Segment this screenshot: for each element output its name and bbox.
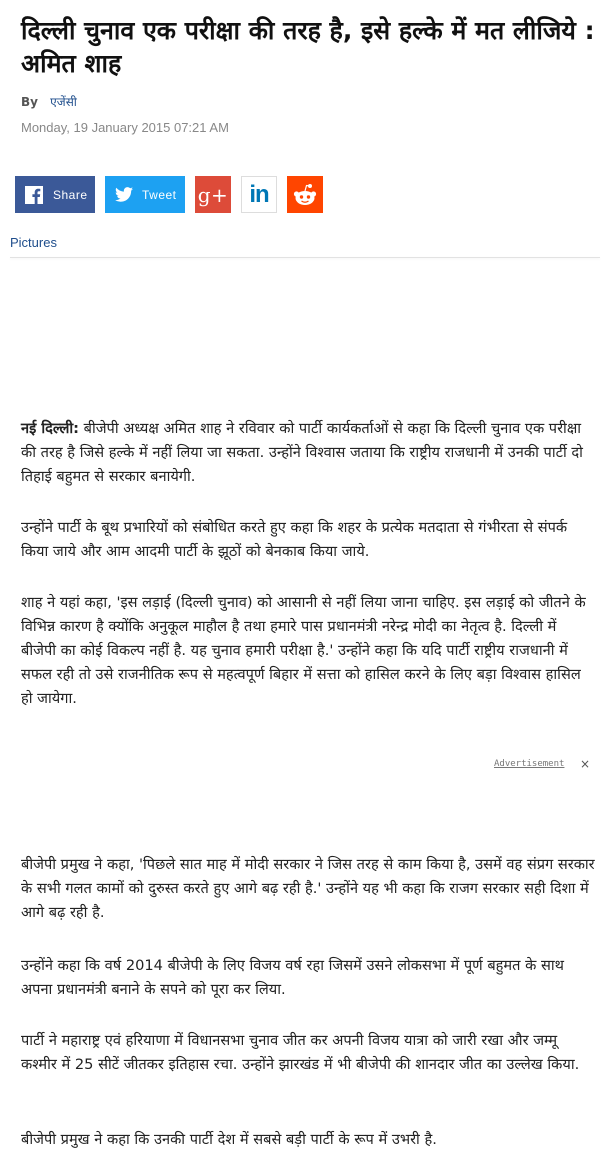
ad-close-icon[interactable]: × [580, 757, 591, 771]
article-paragraph-6: पार्टी ने महाराष्ट्र एवं हरियाणा में विधानसभा चुनाव जीत कर अपनी विजय यात्रा को जारी रखा और जम्मू कश्मीर में 25 सीटें जीतकर इतिहास रचा. उन्होंने झारखंड में भी बीजेपी की शानदार जीत का उल्लेख किया. [21, 1032, 580, 1073]
linkedin-icon: in [249, 180, 269, 208]
twitter-tweet-label: Tweet [142, 187, 177, 202]
article-paragraph-2: उन्होंने पार्टी के बूथ प्रभारियों को संबोधित करते हुए कहा कि शहर के प्रत्येक मतदाता से गंभीरता से संपर्क किया जाये और आम आदमी पार्टी के झूठों को बेनकाब किया जाये. [21, 519, 568, 560]
author-link[interactable]: एजेंसी [50, 95, 77, 109]
article-paragraph-7: बीजेपी प्रमुख ने कहा कि उनकी पार्टी देश में सबसे बड़ी पार्टी के रूप में उभरी है. [21, 1131, 437, 1148]
byline [21, 93, 77, 110]
article-paragraph-5: उन्होंने कहा कि वर्ष 2014 बीजेपी के लिए विजय वर्ष रहा जिसमें उसने लोकसभा में पूर्ण बहुमत के साथ अपना प्रधानमंत्री बनाने के सपने को पूरा कर लिया. [21, 957, 564, 998]
by-label: By [21, 95, 38, 109]
advertisement-label[interactable]: Advertisement [494, 759, 565, 769]
googleplus-share-button[interactable] [195, 176, 231, 213]
googleplus-icon: g+ [197, 182, 229, 207]
facebook-icon [25, 186, 43, 204]
paragraph-1-text: बीजेपी अध्यक्ष अमित शाह ने रविवार को पार्टी कार्यकर्ताओं से कहा कि दिल्ली चुनाव एक परीक्षा की तरह है जिसे हल्के में नहीं लिया जा सकता. उन्होंने विश्वास जताया कि राष्ट्रीय राजधानी में उनकी पार्टी दो तिहाई बहुमत से सरकार बनायेगी. [21, 420, 583, 485]
article-paragraph-4: बीजेपी प्रमुख ने कहा, 'पिछले सात माह में मोदी सरकार ने जिस तरह से काम किया है, उसमें वह संप्रग सरकार के सभी गलत कामों को दुरुस्त करते हुए आगे बढ़ रही है.' उन्होंने यह भी कहा कि राजग सरकार सही दिशा में आगे बढ़ रही है. [21, 856, 595, 921]
facebook-share-button[interactable] [15, 176, 95, 213]
article-paragraph-3: शाह ने यहां कहा, 'इस लड़ाई (दिल्ली चुनाव) को आसानी से नहीं लिया जाना चाहिए. इस लड़ाई को जीतने के विभिन्न कारण है क्योंकि अनुकूल माहौल है तथा हमारे पास प्रधानमंत्री नरेन्द्र मोदी का नेतृत्व है. दिल्ली में बीजेपी का कोई विकल्प नहीं है. यह चुनाव हमारी परीक्षा है.' उन्होंने कहा कि यदि पार्टी राष्ट्रीय राजधानी में सफल रही तो उसे राजनीतिक रूप से महत्वपूर्ण बिहार में सत्ता को हासिल करने के लिए बड़ा विश्वास हासिल हो जायेगा. [21, 594, 586, 707]
facebook-share-label: Share [53, 187, 88, 202]
reddit-alien-icon [291, 181, 319, 209]
article-paragraph-1 [21, 417, 596, 489]
twitter-bird-icon [115, 187, 133, 202]
twitter-tweet-button[interactable] [105, 176, 185, 213]
dateline-place: नई दिल्ली: [21, 420, 79, 437]
article-headline: दिल्ली चुनाव एक परीक्षा की तरह है, इसे हल्के में मत लीजिये : अमित शाह [21, 16, 595, 78]
section-divider [10, 257, 600, 258]
linkedin-share-button[interactable] [241, 176, 277, 213]
reddit-share-button[interactable] [287, 176, 323, 213]
pictures-link[interactable]: Pictures [10, 235, 57, 250]
publish-date: Monday, 19 January 2015 07:21 AM [21, 120, 229, 135]
